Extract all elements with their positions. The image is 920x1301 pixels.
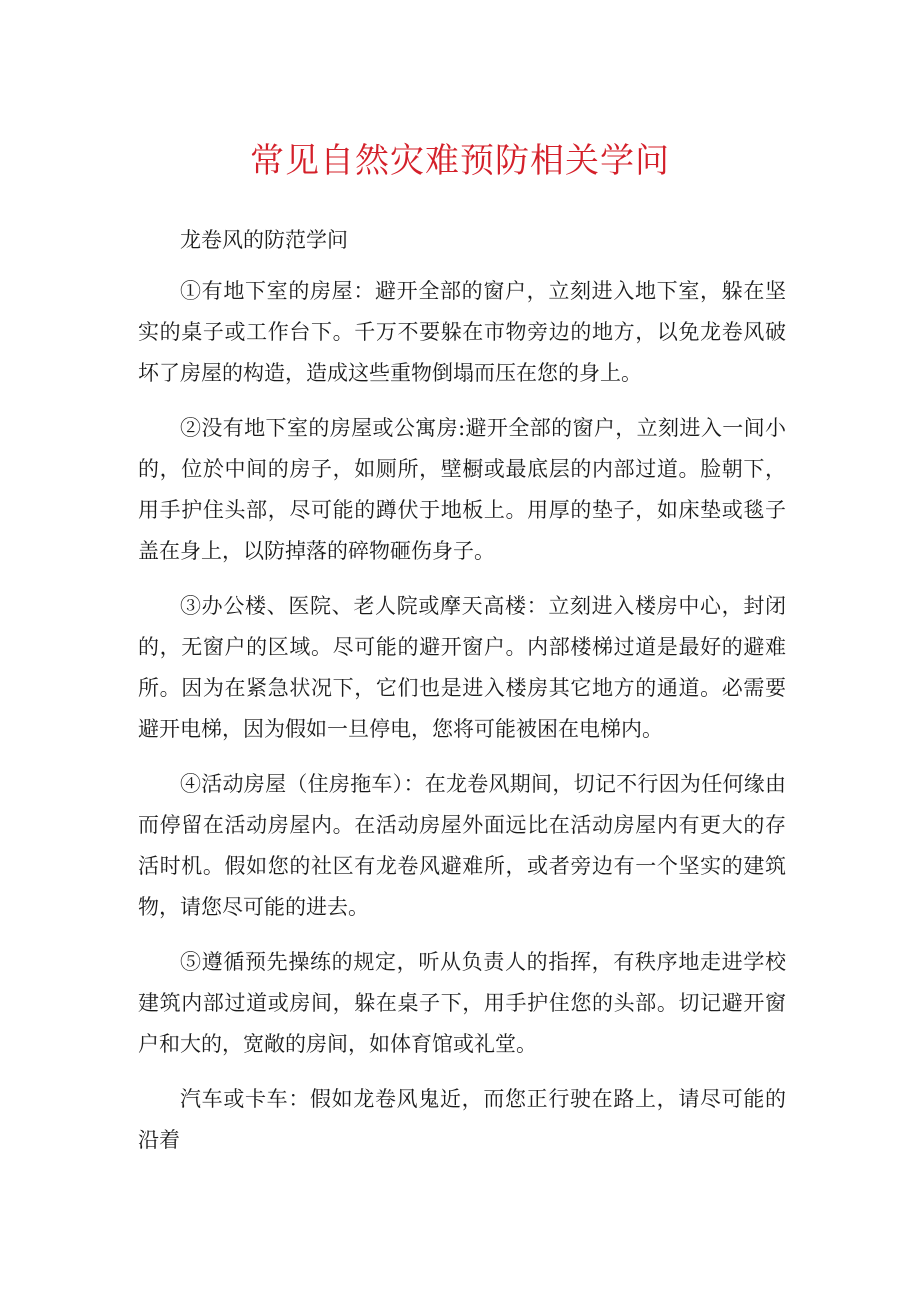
paragraph-mobile-home: ④活动房屋（住房拖车）：在龙卷风期间，切记不行因为任何缘由而停留在活动房屋内。在活动房屋外面远比在活动房屋内有更大的存活时机。假如您的社区有龙卷风避难所，或者旁边有一个坚实的建筑物，请您尽可能的进去。 (138, 772, 786, 919)
paragraph-school: ⑤遵循预先操练的规定，听从负责人的指挥，有秩序地走进学校建筑内部过道或房间，躲在桌子下，用手护住您的头部。切记避开窗户和大的，宽敞的房间，如体育馆或礼堂。 (138, 950, 786, 1056)
paragraph-basement-house: ①有地下室的房屋：避开全部的窗户，立刻进入地下室，躲在坚实的桌子或工作台下。千万不要躲在市物旁边的地方，以免龙卷风破坏了房屋的构造，造成这些重物倒塌而压在您的身上。 (138, 279, 786, 385)
paragraph-office-hospital: ③办公楼、医院、老人院或摩天高楼：立刻进入楼房中心，封闭的，无窗户的区域。尽可能的避开窗户。内部楼梯过道是最好的避难所。因为在紧急状况下，它们也是进入楼房其它地方的通道。必需要避开电梯，因为假如一旦停电，您将可能被困在电梯内。 (138, 594, 786, 741)
document-body (138, 220, 786, 1175)
paragraph-no-basement: ②没有地下室的房屋或公寓房:避开全部的窗户，立刻进入一间小的，位於中间的房子，如厕所，壁橱或最底层的内部过道。脸朝下，用手护住头部，尽可能的蹲伏于地板上。用厚的垫子，如床垫或毯子盖在身上，以防掉落的碎物砸伤身子。 (138, 416, 786, 563)
page-title: 常见自然灾难预防相关学问 (250, 141, 670, 181)
paragraph-car-truck: 汽车或卡车：假如龙卷风鬼近，而您正行驶在路上，请尽可能的沿着 (138, 1087, 786, 1152)
section-heading: 龙卷风的防范学问 (180, 228, 348, 252)
